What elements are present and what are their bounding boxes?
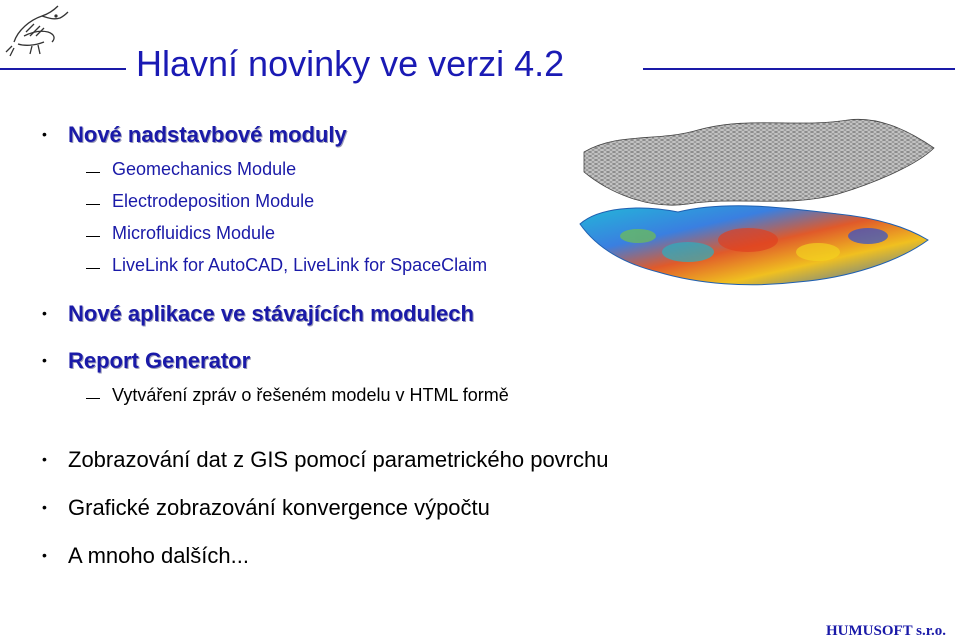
dash — [86, 268, 100, 269]
list-item-livelink: LiveLink for AutoCAD, LiveLink for SpaceClaim — [112, 255, 488, 275]
bullet: • — [42, 451, 47, 467]
section-zobrazovani-dat-gis: Zobrazování dat z GIS pomocí parametrického povrchu — [68, 447, 609, 472]
section-graficke-zobrazovani: Grafické zobrazování konvergence výpočtu — [68, 495, 490, 520]
section-nove-nadstavbove-moduly: Nové nadstavbové moduly — [68, 122, 347, 147]
bullet: • — [42, 547, 47, 563]
dash — [86, 172, 100, 173]
list-item-microfluidics: Microfluidics Module — [112, 223, 276, 243]
bullet: • — [42, 352, 47, 368]
section-nove-aplikace: Nové aplikace ve stávajících modulech — [68, 301, 474, 326]
bullet: • — [42, 305, 47, 321]
list-item-vytvareni-zprav: Vytváření zpráv o řešeném modelu v HTML formě — [112, 385, 509, 405]
footer-company: HUMUSOFT s.r.o. — [825, 623, 946, 639]
slide-title: Hlavní novinky ve verzi 4.2 — [136, 43, 565, 84]
list-item-electrodeposition: Electrodeposition Module — [112, 191, 315, 211]
dash — [86, 204, 100, 205]
list-item-geomechanics: Geomechanics Module — [112, 159, 297, 179]
bullet: • — [42, 126, 47, 142]
section-a-mnoho-dalsich: A mnoho dalších... — [68, 543, 249, 568]
section-report-generator: Report Generator — [68, 348, 251, 373]
dash — [86, 398, 100, 399]
bullet: • — [42, 499, 47, 515]
dash — [86, 236, 100, 237]
